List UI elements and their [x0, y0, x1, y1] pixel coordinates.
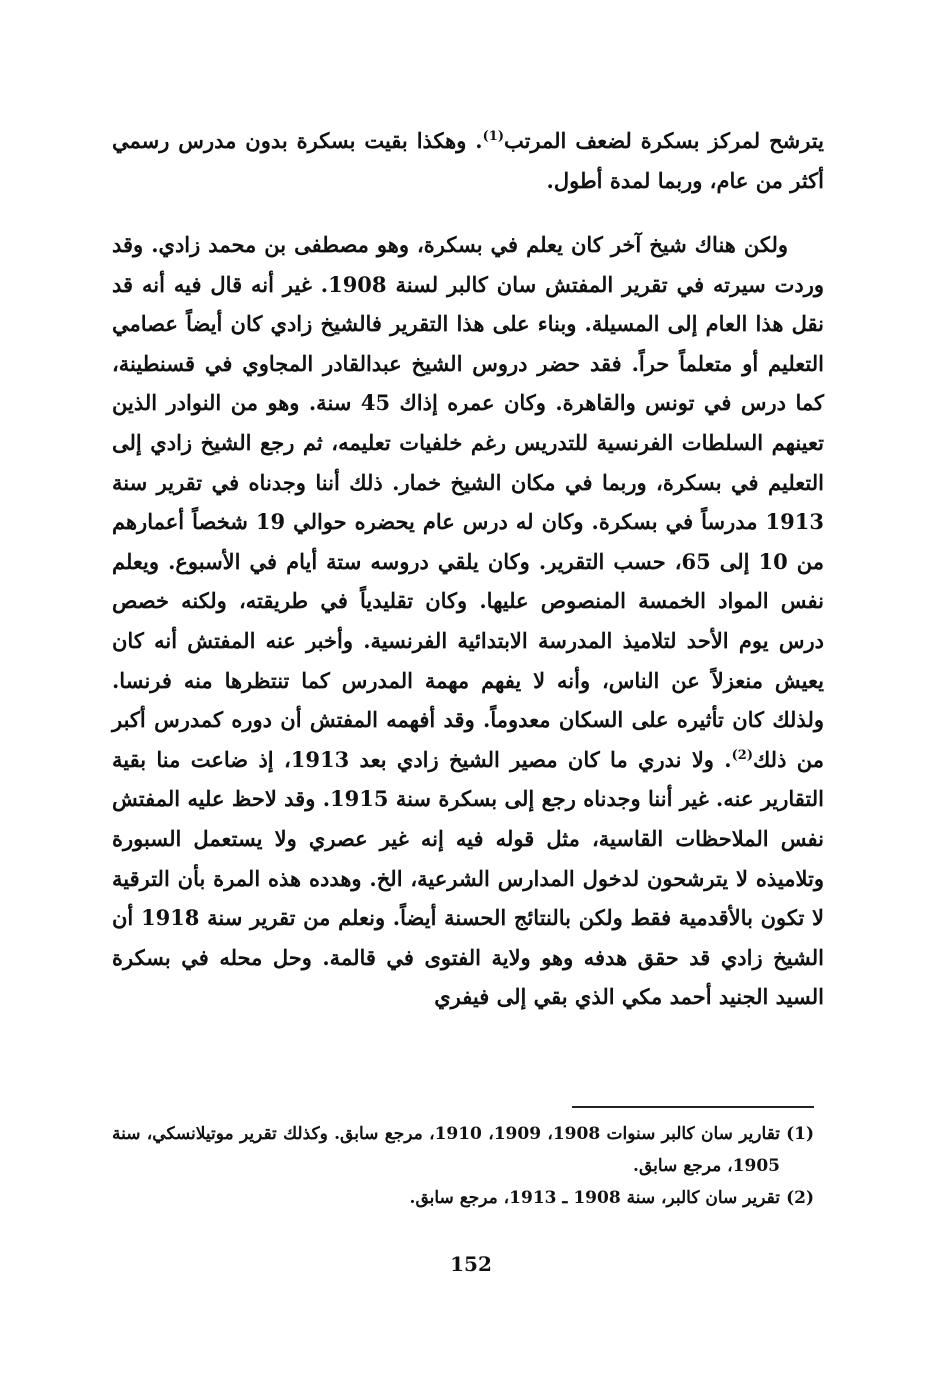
footnote-divider: [572, 1106, 814, 1108]
footnote-1: [112, 1118, 814, 1182]
paragraph-2-text-before-ref: ولكن هناك شيخ آخر كان يعلم في بسكرة، وهو مصطفى بن محمد زادي. وقد وردت سيرته في تقرير المفتش سان كالبر لسنة 1908. غير أنه قال فيه أنه قد نقل هذا العام إلى المسيلة. وبناء على هذا التقرير فالشيخ زادي كان أيضاً عصامي التعليم أو متعلماً حراً. فقد حضر دروس الشيخ عبدالقادر المجاوي في قسنطينة، كما درس في تونس والقاهرة. وكان عمره إذاك 45 سنة. وهو من النوادر الذين تعينهم السلطات الفرنسية للتدريس رغم خلفيات تعليمه، ثم رجع الشيخ زادي إلى التعليم في بسكرة، وربما في مكان الشيخ خمار. ذلك أننا وجدناه في تقرير سنة 1913 مدرساً في بسكرة. وكان له درس عام يحضره حوالي 19 شخصاً أعمارهم من 10 إلى 65، حسب التقرير. وكان يلقي دروسه ستة أيام في الأسبوع. ويعلم نفس المواد الخمسة المنصوص عليها. وكان تقليدياً في طريقته، ولكنه خصص درس يوم الأحد لتلاميذ المدرسة الابتدائية الفرنسية. وأخبر عنه المفتش أنه كان يعيش منعزلاً عن الناس، وأنه لا يفهم مهمة المدرس كما تنتظرها منه فرنسا. ولذلك كان تأثيره على السكان معدوماً. وقد أفهمه المفتش أن دوره كمدرس أكبر من ذلك: [112, 232, 825, 772]
paragraph-1-text-after-ref: . وهكذا بقيت بسكرة بدون مدرس رسمي أكثر من عام، وربما لمدة أطول.: [112, 128, 824, 193]
paragraph-2-text-after-ref: . ولا ندري ما كان مصير الشيخ زادي بعد 1913، إذ ضاعت منا بقية التقارير عنه. غير أننا وجدناه رجع إلى بسكرة سنة 1915. وقد لاحظ عليه المفتش نفس الملاحظات القاسية، مثل قوله فيه إنه غير عصري ولا يستعمل السبورة وتلاميذه لا يترشحون لدخول المدارس الشرعية، الخ. وهدده هذه المرة بأن الترقية لا تكون بالأقدمية فقط ولكن بالنتائج الحسنة أيضاً. ونعلم من تقرير سنة 1918 أن الشيخ زادي قد حقق هدفه وهو ولاية الفتوى في قالمة. وحل محله في بسكرة السيد الجنيد أحمد مكي الذي بقي إلى فيفري: [112, 746, 824, 1010]
footnote-2: [112, 1182, 814, 1214]
page-number: 152: [450, 1252, 492, 1276]
paragraph-1-text-before-ref: يترشح لمركز بسكرة لضعف المرتب: [503, 128, 824, 153]
paragraph-2: [112, 225, 824, 1017]
footnotes: [112, 1118, 814, 1214]
footnote-2-number: (2): [786, 1188, 814, 1208]
footnote-ref-2: (2): [731, 747, 753, 763]
footnote-2-text: تقرير سان كالبر، سنة 1908 ـ 1913، مرجع سابق.: [409, 1188, 780, 1208]
footnote-1-text: تقارير سان كالبر سنوات 1908، 1909، 1910، مرجع سابق. وكذلك تقرير موتيلانسكي، سنة 1905، مرجع سابق.: [112, 1124, 781, 1176]
paragraph-1: [112, 121, 824, 200]
footnote-ref-1: (1): [482, 129, 504, 144]
footnote-1-number: (1): [786, 1124, 814, 1144]
